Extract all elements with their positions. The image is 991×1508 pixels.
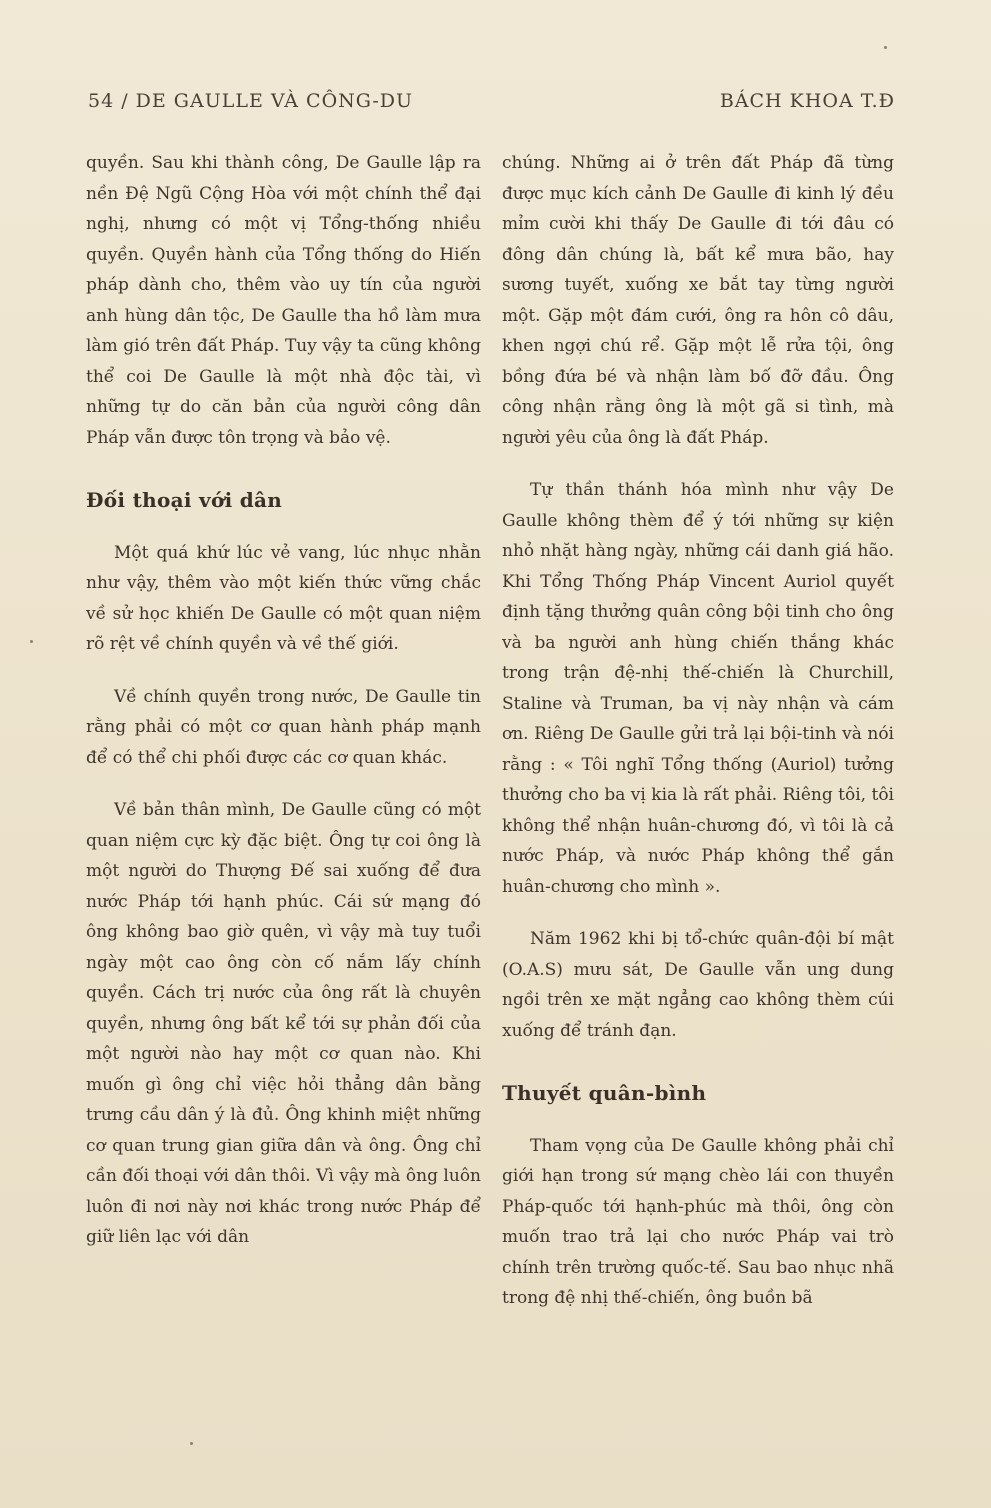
section-heading: Đối thoại với dân	[86, 488, 283, 512]
paper-speck	[884, 46, 887, 49]
paragraph: Về chính quyền trong nước, De Gaulle tin rằng phải có một cơ quan hành pháp mạnh để có thể chi phối được các cơ quan khác.	[86, 686, 481, 768]
paragraph: Tham vọng của De Gaulle không phải chỉ giới hạn trong sứ mạng chèo lái con thuyền Pháp-quốc tới hạnh-phúc mà thôi, ông còn muốn trao trả lại cho nước Pháp vai trò chính trên trường quốc-tế. Sau bao nhục nhã trong đệ nhị thế-chiến, ông buồn bã	[502, 1135, 894, 1308]
paragraph: quyền. Sau khi thành công, De Gaulle lập ra nền Đệ Ngũ Cộng Hòa với một chính thể đại nghị, nhưng có một vị Tổng-thống nhiều quyền. Quyền hành của Tổng thống do Hiến pháp dành cho, thêm vào uy tín của người anh hùng dân tộc, De Gaulle tha hồ làm mưa làm gió trên đất Pháp. Tuy vậy ta cũng không thể coi De Gaulle là một nhà độc tài, vì những tự do căn bản của người công dân Pháp vẫn được tôn trọng và bảo vệ.	[86, 153, 481, 448]
paper-speck	[30, 640, 33, 643]
header-left: 54 / DE GAULLE VÀ CÔNG-DU	[88, 90, 413, 112]
paragraph: chúng. Những ai ở trên đất Pháp đã từng được mục kích cảnh De Gaulle đi kinh lý đều mỉm cười khi thấy De Gaulle đi tới đâu có đông dân chúng là, bất kể mưa bão, hay sương tuyết, xuống xe bắt tay từng người một. Gặp một đám cưới, ông ra hôn cô dâu, khen ngợi chú rể. Gặp một lễ rửa tội, ông bồng đứa bé và nhận làm bố đỡ đầu. Ông công nhận rằng ông là một gã si tình, mà người yêu của ông là đất Pháp.	[502, 153, 894, 448]
paragraph: Tự thần thánh hóa mình như vậy De Gaulle không thèm để ý tới những sự kiện nhỏ nhặt hàng ngày, những cái danh giá hão. Khi Tổng Thống Pháp Vincent Auriol quyết định tặng thưởng quân công bội tinh cho ông và ba người anh hùng chiến thắng khác trong trận đệ-nhị thế-chiến là Churchill, Staline và Truman, ba vị này nhận và cám ơn. Riêng De Gaulle gửi trả lại bội-tinh và nói rằng : « Tôi nghĩ Tổng thống (Auriol) tưởng thưởng cho ba vị kia là rất phải. Riêng tôi, tôi không thể nhận huân-chương đó, vì tôi là cả nước Pháp, và nước Pháp không thể gắn huân-chương cho mình ».	[502, 480, 894, 897]
right-column	[502, 148, 894, 1336]
section-heading: Thuyết quân-bình	[502, 1081, 707, 1105]
paragraph: Một quá khứ lúc vẻ vang, lúc nhục nhằn như vậy, thêm vào một kiến thức vững chắc về sử học khiến De Gaulle có một quan niệm rõ rệt về chính quyền và về thế giới.	[86, 542, 481, 654]
paragraph: Về bản thân mình, De Gaulle cũng có một quan niệm cực kỳ đặc biệt. Ông tự coi ông là một người do Thượng Đế sai xuống để đưa nước Pháp tới hạnh phúc. Cái sứ mạng đó ông không bao giờ quên, vì vậy mà tuy tuổi ngày một cao ông còn cố nắm lấy chính quyền. Cách trị nước của ông rất là chuyên quyền, nhưng ông bất kể tới sự phản đối của một người nào hay một cơ quan nào. Khi muốn gì ông chỉ việc hỏi thẳng dân bằng trưng cầu dân ý là đủ. Ông khinh miệt những cơ quan trung gian giữa dân và ông. Ông chỉ cần đối thoại với dân thôi. Vì vậy mà ông luôn luôn đi nơi này nơi khác trong nước Pháp để giữ liên lạc với dân	[86, 800, 481, 1247]
paper-speck	[190, 1442, 193, 1445]
paragraph: Năm 1962 khi bị tổ-chức quân-đội bí mật (O.A.S) mưu sát, De Gaulle vẫn ung dung ngồi trên xe mặt ngẳng cao không thèm cúi xuống để tránh đạn.	[502, 929, 894, 1041]
header-right: BÁCH KHOA T.Đ	[719, 90, 895, 112]
page-header	[88, 90, 895, 124]
left-column	[86, 148, 481, 1275]
